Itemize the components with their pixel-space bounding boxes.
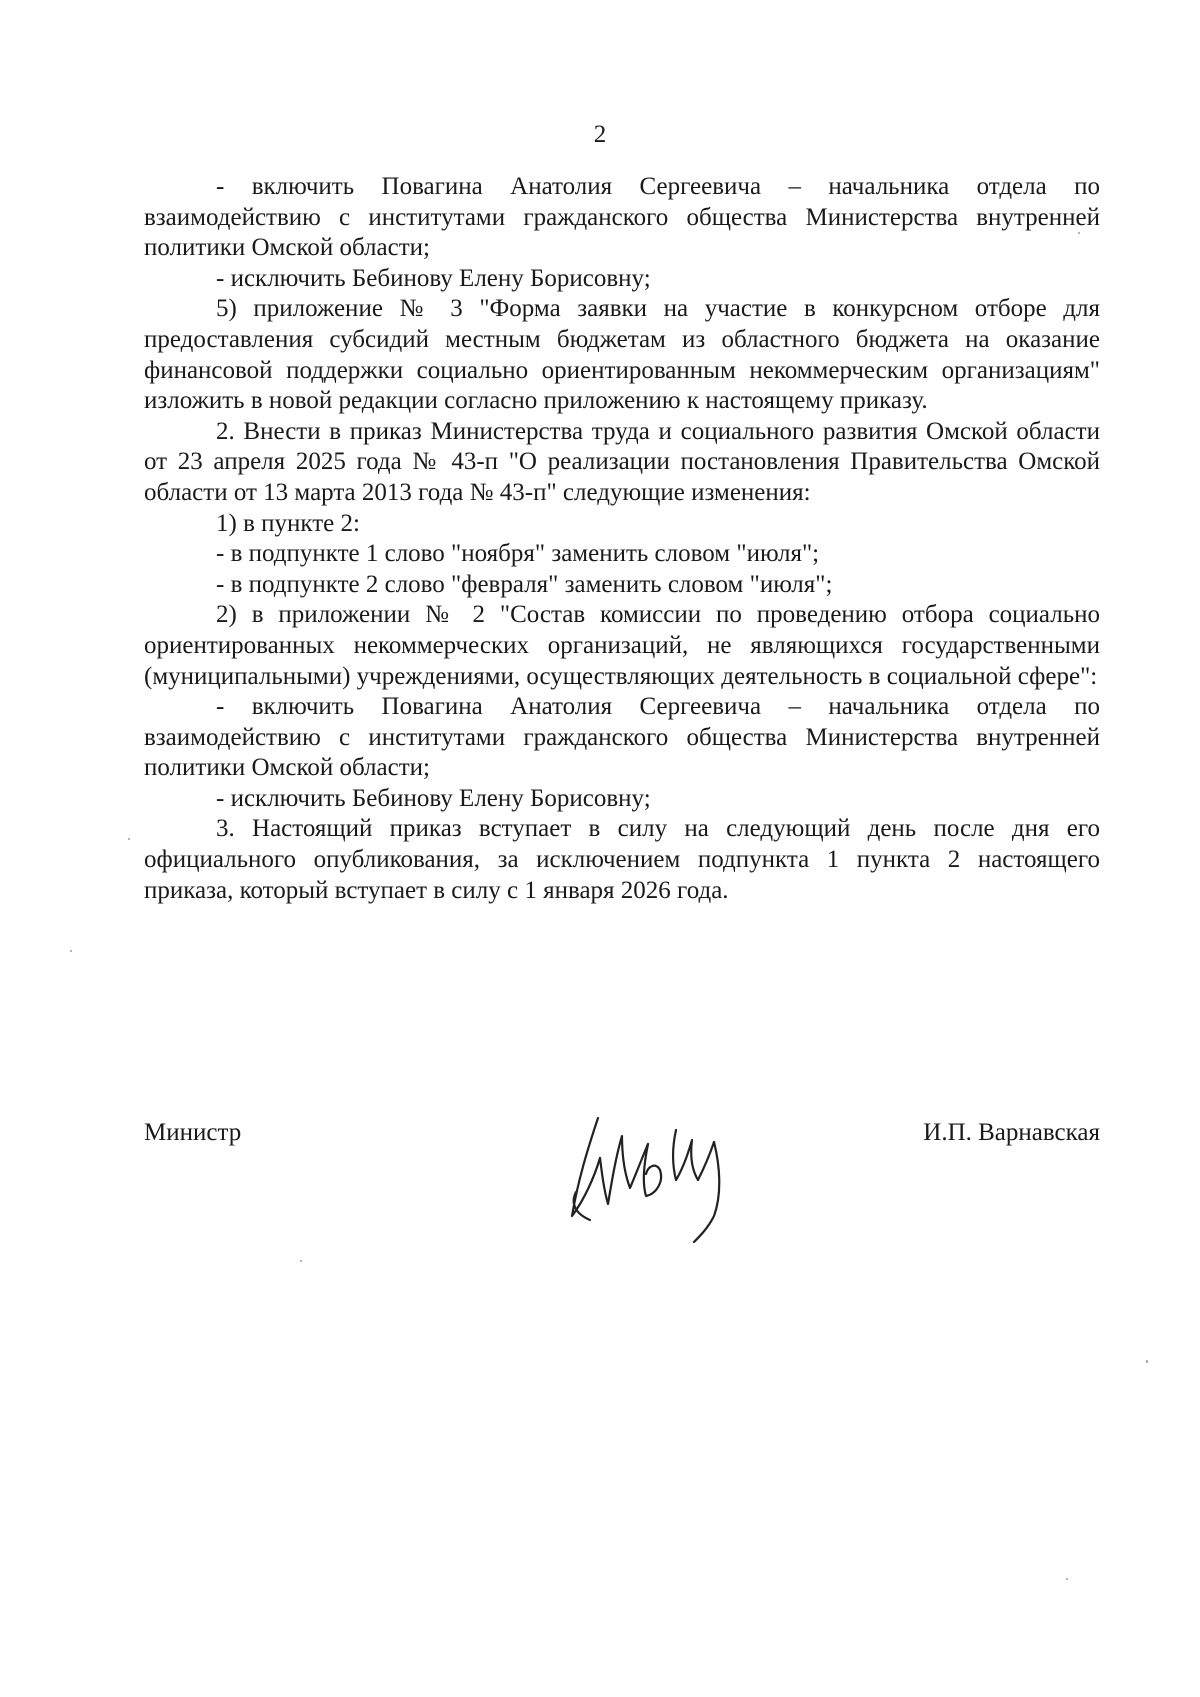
paragraph: - исключить Бебинову Елену Борисовну; (216, 784, 651, 812)
page-number: 2 (593, 121, 607, 148)
paragraph: - включить Повагина Анатолия Сергеевича – начальника отдела по взаимодействию с институтами гражданского общества Министерства внутренней политики Омской области; (144, 173, 1100, 262)
paragraph: 1) в пункте 2: (216, 509, 360, 537)
scan-speck (128, 838, 130, 840)
paragraph: 2. Внести в приказ Министерства труда и социального развития Омской области от 23 апреля 2025 года № 43-п "О реализации постановления Правительства Омской области от 13 марта 2013 года № 43-п" следующие изменения: (144, 417, 1100, 506)
scan-speck (1078, 232, 1080, 234)
paragraph: - в подпункте 1 слово "ноября" заменить словом "июля"; (216, 540, 820, 568)
paragraph: - исключить Бебинову Елену Борисовну; (216, 264, 651, 292)
scan-speck (1146, 1360, 1148, 1363)
paragraph: - в подпункте 2 слово "февраля" заменить словом "июля"; (216, 570, 833, 598)
handwritten-signature (564, 1108, 754, 1243)
scan-speck (70, 950, 72, 952)
paragraph: 3. Настоящий приказ вступает в силу на следующий день после дня его официального опубликования, за исключением подпункта 1 пункта 2 настоящего приказа, который вступает в силу с 1 января 2026 года. (144, 815, 1100, 904)
signer-name: И.П. Варнавская (923, 1119, 1100, 1146)
paragraph: 5) приложение № 3 "Форма заявки на участие в конкурсном отборе для предоставления субсидий местным бюджетам из областного бюджета на оказание финансовой поддержки социально ориентированным некоммерческим организациям" изложить в новой редакции согласно приложению к настоящему приказу. (144, 295, 1100, 415)
scan-speck (1066, 1578, 1068, 1580)
document-body (144, 172, 1100, 906)
signature-block (144, 1108, 1100, 1248)
signer-title: Министр (144, 1119, 242, 1146)
scan-speck (300, 1260, 302, 1262)
paragraph: - включить Повагина Анатолия Сергеевича – начальника отдела по взаимодействию с институтами гражданского общества Министерства внутренней политики Омской области; (144, 693, 1100, 782)
paragraph: 2) в приложении № 2 "Состав комиссии по проведению отбора социально ориентированных некоммерческих организаций, не являющихся государственными (муниципальными) учреждениями, осуществляющих деятельность в социальной сфере": (144, 601, 1100, 690)
